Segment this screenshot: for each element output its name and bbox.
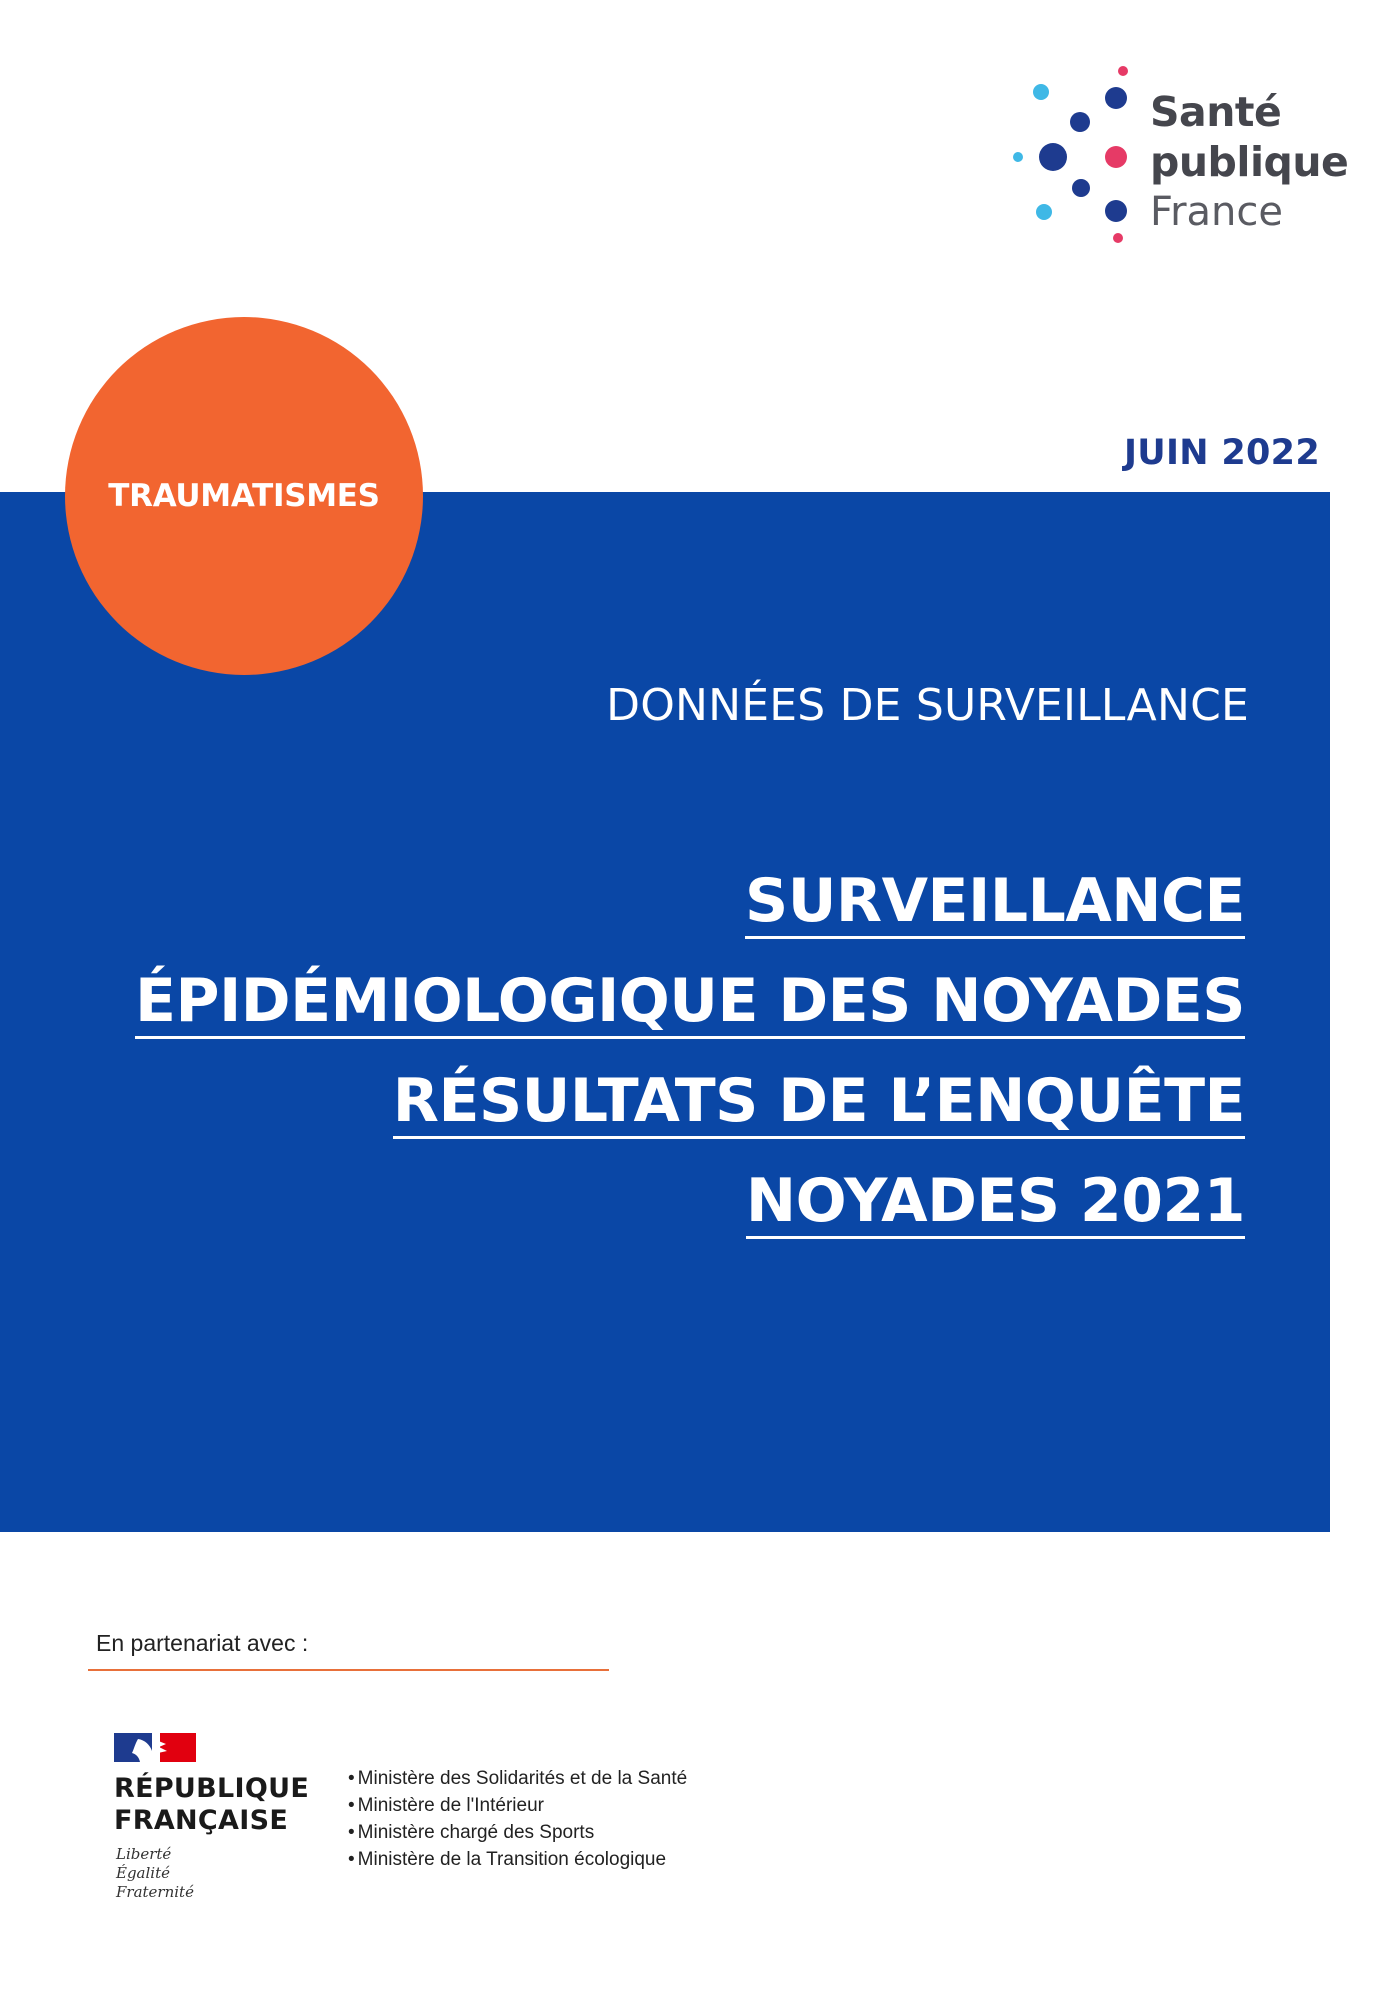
molecule-dots-icon [1010,62,1140,252]
logo-dot [1105,200,1127,222]
ministry-item: • Ministère des Solidarités et de la Santé [348,1765,687,1792]
logo-wordmark [1150,87,1348,237]
marianne-flag-icon [114,1733,196,1762]
ministry-item: • Ministère de l'Intérieur [348,1792,687,1819]
partners-divider [88,1669,609,1671]
ministry-item: • Ministère de la Transition écologique [348,1846,687,1873]
publication-date: JUIN 2022 [1123,433,1320,473]
motto-line: Liberté [116,1845,172,1863]
logo-line-2: publique [1150,138,1349,186]
logo-dot [1105,146,1127,168]
motto-line: Fraternité [116,1883,194,1901]
ministries-list [348,1765,687,1873]
logo-line-1: Santé [1150,88,1282,136]
title-line-text: ÉPIDÉMIOLOGIQUE DES NOYADES [135,968,1245,1039]
title-line-text: SURVEILLANCE [745,868,1245,939]
rf-name-line-2: FRANÇAISE [114,1805,289,1836]
republique-francaise-logo [114,1733,314,1908]
theme-badge [65,317,423,675]
rf-name-line-1: RÉPUBLIQUE [114,1773,310,1804]
document-subtitle: DONNÉES DE SURVEILLANCE [606,680,1249,731]
logo-dot [1036,204,1052,220]
republique-francaise-name [114,1773,309,1837]
motto-line: Égalité [116,1864,170,1882]
ministry-item: • Ministère chargé des Sports [348,1819,687,1846]
sante-publique-france-logo [1010,62,1350,252]
theme-badge-label: TRAUMATISMES [108,478,380,514]
logo-dot [1105,87,1127,109]
logo-dot [1118,66,1128,76]
title-line [135,968,1245,1052]
partners-label: En partenariat avec : [96,1630,309,1656]
title-line [135,868,1245,952]
logo-line-3: France [1150,189,1284,235]
title-line [135,1168,1245,1252]
logo-dot [1033,84,1049,100]
logo-dot [1013,152,1023,162]
title-line [135,1068,1245,1152]
logo-dot [1039,143,1067,171]
title-line-text: RÉSULTATS DE L’ENQUÊTE [393,1068,1245,1139]
title-line-text: NOYADES 2021 [746,1168,1245,1239]
logo-dot [1070,112,1090,132]
republique-motto [116,1845,194,1902]
logo-dot [1113,233,1123,243]
logo-dot [1072,179,1090,197]
document-title [135,868,1245,1268]
